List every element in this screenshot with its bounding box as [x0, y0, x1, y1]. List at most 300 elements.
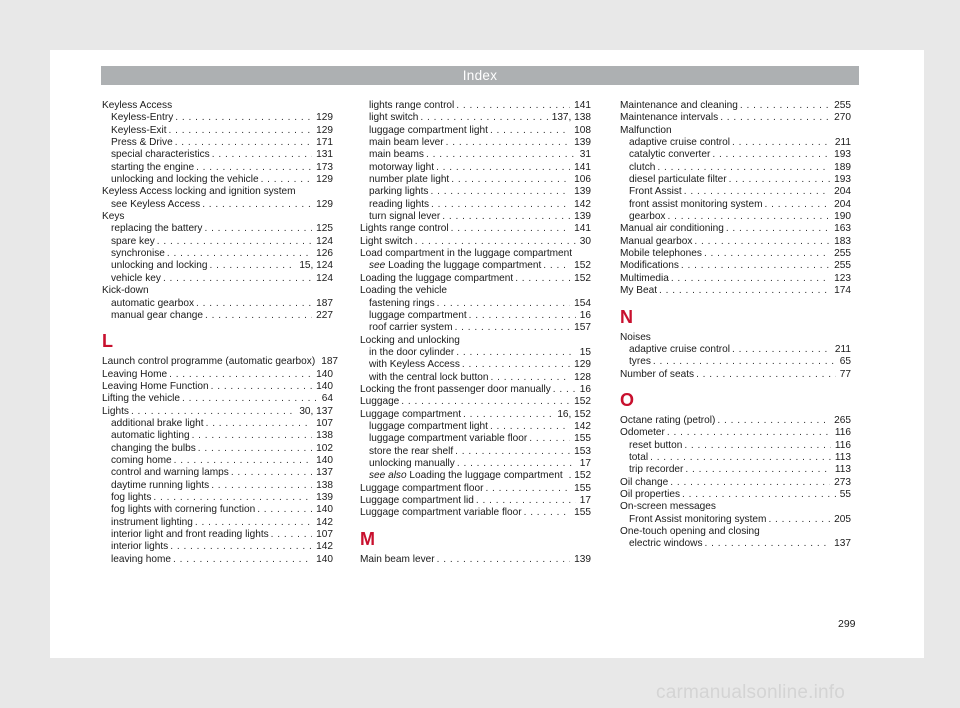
index-subentry	[102, 199, 333, 211]
entry-label	[620, 260, 681, 272]
entry-text: changing the bulbs	[111, 442, 196, 454]
entry-page-ref: 65	[839, 356, 851, 368]
entry-page-ref: 107	[316, 529, 333, 540]
entry-page-ref: 155	[574, 507, 591, 519]
index-subentry	[102, 162, 333, 174]
leader-dots	[765, 199, 831, 211]
entry-text: in the door cylinder	[369, 346, 455, 358]
entry-text: adaptive cruise control	[629, 343, 730, 355]
index-subentry	[102, 443, 333, 455]
entry-label	[369, 359, 462, 371]
leader-dots	[529, 433, 570, 445]
leader-dots	[257, 504, 312, 516]
entry-label	[360, 554, 437, 566]
leader-dots	[420, 112, 547, 124]
entry-label	[102, 406, 131, 418]
entry-text: front assist monitoring system	[629, 198, 763, 210]
index-heading: One-touch opening and closing	[620, 525, 760, 537]
index-subentry	[620, 186, 851, 198]
entry-label	[629, 356, 653, 368]
entry-text: main beams	[369, 149, 424, 161]
leader-dots	[684, 440, 831, 452]
index-entry	[360, 396, 591, 408]
leader-dots	[696, 369, 836, 381]
entry-page-ref: 187	[321, 356, 339, 368]
entry-label	[629, 149, 712, 161]
entry-text: coming home	[111, 454, 172, 466]
leader-dots	[463, 409, 553, 421]
index-entry	[102, 381, 333, 393]
entry-text: Mobile telephones	[620, 248, 702, 260]
entry-label	[369, 458, 457, 470]
leader-dots	[442, 211, 570, 223]
leader-dots	[431, 199, 570, 211]
entry-page-ref: 129	[316, 198, 333, 210]
index-entry	[620, 273, 851, 285]
entry-page-ref: 15	[579, 346, 591, 358]
entry-text: Modifications	[620, 260, 679, 272]
leader-dots	[694, 236, 830, 248]
entry-label	[360, 384, 553, 396]
entry-text: lights range control	[369, 100, 455, 111]
entry-page-ref: 141	[574, 223, 591, 235]
entry-page-ref: 137	[834, 538, 851, 550]
entry-text: motorway light	[369, 161, 435, 173]
leader-dots	[684, 186, 830, 198]
index-subentry	[620, 162, 851, 174]
section-letter: N	[620, 306, 633, 327]
leader-dots	[705, 538, 831, 550]
entry-text: turn signal lever	[369, 211, 441, 223]
entry-page-ref: 116	[834, 427, 851, 439]
entry-text: reading lights	[369, 198, 430, 210]
index-subentry	[360, 162, 591, 174]
entry-page-ref: 129	[316, 112, 333, 124]
index-entry	[620, 100, 851, 112]
entry-text: gearbox	[629, 211, 666, 223]
entry-label	[111, 162, 196, 174]
leader-dots	[175, 112, 312, 124]
index-entry	[620, 260, 851, 272]
index-subentry	[360, 421, 591, 433]
entry-text: Odometer	[620, 427, 665, 439]
entry-page-ref: 15, 124	[299, 260, 333, 272]
leader-dots	[401, 396, 570, 408]
entry-page-ref: 155	[574, 482, 591, 494]
leader-dots	[667, 427, 831, 439]
section-letter: O	[620, 389, 635, 410]
leader-dots	[653, 356, 836, 368]
leader-dots	[437, 554, 571, 566]
index-subentry	[102, 480, 333, 492]
entry-page-ref: 139	[574, 137, 591, 149]
entry-label	[111, 455, 174, 467]
index-subentry	[102, 125, 333, 137]
entry-page-ref: 55	[839, 488, 851, 500]
entry-label	[360, 396, 401, 408]
leader-dots	[174, 455, 313, 467]
entry-page-ref: 140	[316, 368, 333, 380]
index-subentry	[620, 199, 851, 211]
entry-label	[111, 554, 173, 566]
entry-page-ref: 123	[834, 272, 851, 284]
entry-text: Light switch	[360, 235, 413, 247]
leader-dots	[163, 273, 312, 285]
index-subentry	[360, 458, 591, 470]
entry-text: special characteristics	[111, 149, 210, 161]
index-subentry	[102, 149, 333, 161]
entry-label	[111, 492, 153, 504]
entry-label	[620, 273, 671, 285]
index-heading: Kick-down	[102, 285, 149, 297]
entry-text: Loading the luggage compartment	[409, 470, 563, 482]
entry-page-ref: 137, 138	[551, 112, 591, 124]
entry-label	[369, 446, 455, 458]
index-subentry	[620, 344, 851, 356]
entry-text: Manual air conditioning	[620, 223, 724, 235]
entry-label	[629, 538, 705, 550]
entry-page-ref: 129	[574, 359, 591, 371]
entry-text: additional brake light	[111, 417, 204, 429]
leader-dots	[681, 260, 830, 272]
entry-text: store the rear shelf	[369, 445, 454, 457]
entry-page-ref: 140	[316, 380, 333, 392]
entry-label	[111, 248, 167, 260]
entry-page-ref: 189	[834, 161, 851, 173]
index-subentry	[102, 541, 333, 553]
entry-page-ref: 137	[316, 467, 333, 479]
leader-dots	[717, 415, 830, 427]
entry-label	[111, 310, 205, 322]
entry-page-ref: 211	[834, 137, 851, 149]
index-heading: Noises	[620, 331, 651, 343]
entry-text: daytime running lights	[111, 479, 210, 491]
entry-label	[620, 223, 726, 235]
index-subentry	[620, 538, 851, 550]
leader-dots	[415, 236, 576, 248]
entry-text: Octane rating (petrol)	[620, 414, 716, 426]
entry-text: Luggage compartment floor	[360, 482, 484, 494]
index-subentry	[360, 359, 591, 371]
entry-label	[620, 427, 667, 439]
leader-dots	[175, 137, 312, 149]
index-entry	[620, 489, 851, 501]
index-subentry	[360, 322, 591, 334]
index-subentry	[620, 149, 851, 161]
entry-text: reset button	[629, 439, 683, 451]
entry-page-ref: 124	[316, 235, 333, 247]
entry-text: Front Assist	[629, 186, 682, 198]
entry-page-ref: 193	[834, 149, 851, 161]
entry-label	[102, 381, 211, 393]
entry-text: with Keyless Access	[369, 359, 460, 371]
index-subentry	[620, 464, 851, 476]
entry-page-ref: 255	[834, 248, 851, 260]
entry-text: electric windows	[629, 538, 703, 550]
entry-page-ref: 204	[834, 198, 851, 210]
leader-dots	[682, 489, 836, 501]
leader-dots	[206, 418, 313, 430]
leader-dots	[732, 344, 831, 356]
index-entry	[620, 248, 851, 260]
leader-dots	[437, 298, 571, 310]
index-subentry	[102, 430, 333, 442]
entry-page-ref: 152	[574, 260, 591, 272]
entry-page-ref: 205	[834, 513, 851, 525]
entry-label	[111, 149, 212, 161]
index-heading: Keyless Access	[102, 100, 173, 111]
index-subentry	[360, 298, 591, 310]
leader-dots	[196, 298, 312, 310]
entry-text: catalytic converter	[629, 149, 711, 161]
index-column-3	[620, 100, 851, 551]
entry-page-ref: 126	[316, 248, 333, 260]
index-subentry	[102, 223, 333, 235]
entry-text: Main beam lever	[360, 553, 435, 565]
leader-dots	[524, 507, 571, 519]
leader-dots	[211, 480, 312, 492]
leader-dots	[446, 137, 571, 149]
leader-dots	[204, 223, 312, 235]
entry-label	[369, 199, 431, 211]
entry-label	[360, 483, 485, 495]
leader-dots	[212, 149, 312, 161]
entry-text: Lights	[102, 405, 129, 417]
leader-dots	[490, 125, 570, 137]
index-subentry	[620, 174, 851, 186]
entry-label	[629, 199, 765, 211]
index-subentry	[620, 137, 851, 149]
entry-page-ref: 153	[574, 445, 591, 457]
entry-label	[111, 112, 175, 124]
entry-label	[111, 236, 157, 248]
entry-label	[111, 223, 204, 235]
entry-label	[629, 344, 732, 356]
index-heading: Keys	[102, 211, 125, 223]
entry-label	[111, 504, 257, 516]
entry-text: Front Assist monitoring system	[629, 513, 767, 525]
leader-dots	[476, 495, 576, 507]
entry-text: Launch control programme (automatic gearbox)	[102, 356, 316, 368]
index-subentry	[360, 100, 591, 112]
entry-page-ref: 152	[574, 396, 591, 408]
leader-dots	[491, 372, 571, 384]
index-subentry	[102, 137, 333, 149]
leader-dots	[455, 322, 571, 334]
entry-page-ref: 129	[316, 174, 333, 186]
entry-page-ref: 17	[579, 495, 591, 506]
index-subentry	[620, 514, 851, 526]
entry-text: Lifting the vehicle	[102, 393, 180, 405]
leader-dots	[173, 554, 312, 566]
index-subentry	[102, 273, 333, 285]
entry-text: control and warning lamps	[111, 467, 229, 479]
index-subentry	[360, 347, 591, 359]
entry-label	[111, 517, 195, 529]
entry-page-ref: 174	[834, 285, 851, 297]
entry-label	[360, 507, 524, 519]
entry-text: Number of seats	[620, 368, 695, 380]
section-letter: M	[360, 528, 375, 549]
entry-text: trip recorder	[629, 464, 684, 476]
entry-page-ref: 113	[834, 464, 851, 476]
entry-page-ref: 139	[574, 186, 591, 198]
leader-dots	[729, 174, 831, 186]
entry-label	[620, 236, 694, 248]
index-entry	[360, 236, 591, 248]
index-column-1	[102, 100, 339, 566]
entry-label	[369, 174, 451, 186]
index-heading: Locking and unlocking	[360, 334, 460, 346]
entry-label	[369, 347, 456, 359]
entry-page-ref: 273	[834, 476, 851, 488]
index-entry	[360, 409, 591, 421]
index-subentry	[102, 529, 333, 541]
entry-text: fog lights	[111, 491, 152, 503]
index-entry	[102, 406, 333, 418]
index-subentry	[102, 112, 333, 124]
see-reference: see also	[369, 470, 407, 482]
leader-dots	[455, 446, 570, 458]
leader-dots	[451, 174, 570, 186]
entry-label	[369, 310, 469, 322]
entry-page-ref: 77	[839, 368, 851, 380]
entry-text: synchronise	[111, 248, 165, 260]
leader-dots	[712, 149, 830, 161]
entry-label	[111, 480, 211, 492]
entry-label	[620, 100, 740, 112]
index-entry	[620, 223, 851, 235]
page-number: 299	[838, 618, 856, 630]
entry-page-ref: 138	[316, 479, 333, 491]
entry-label	[629, 162, 657, 174]
entry-page-ref: . 152	[568, 470, 592, 482]
leader-dots	[170, 541, 312, 553]
index-subentry	[102, 248, 333, 260]
leader-dots	[430, 186, 570, 198]
entry-page-ref: 155	[574, 433, 591, 445]
leader-dots	[456, 100, 570, 112]
entry-text: automatic gearbox	[111, 297, 195, 309]
index-entry	[620, 427, 851, 439]
entry-text: Maintenance and cleaning	[620, 100, 738, 111]
entry-page-ref: 116	[834, 439, 851, 451]
entry-label	[102, 393, 182, 405]
section-letter: L	[102, 331, 113, 352]
leader-dots	[650, 452, 831, 464]
leader-dots	[436, 162, 570, 174]
entry-text: automatic lighting	[111, 430, 190, 442]
entry-page-ref: 142	[316, 516, 333, 528]
index-entry	[620, 477, 851, 489]
entry-text: luggage compartment	[369, 309, 467, 321]
index-subentry	[360, 112, 591, 124]
entry-page-ref: 31	[579, 149, 591, 161]
entry-text: luggage compartment light	[369, 420, 488, 432]
entry-label	[111, 418, 206, 430]
entry-page-ref: 128	[574, 371, 591, 383]
entry-text: starting the engine	[111, 161, 195, 173]
entry-text: Leaving Home Function	[102, 380, 209, 392]
entry-page-ref: 142	[316, 541, 333, 553]
entry-page-ref: 157	[574, 322, 591, 334]
entry-page-ref: 141	[574, 161, 591, 173]
leader-dots	[169, 125, 313, 137]
entry-label	[360, 409, 463, 421]
entry-text: Luggage compartment	[360, 408, 462, 420]
leader-dots	[732, 137, 831, 149]
index-subentry	[360, 372, 591, 384]
entry-page-ref: 129	[316, 124, 333, 136]
index-subentry	[360, 199, 591, 211]
leader-dots	[196, 162, 312, 174]
entry-text: total	[629, 451, 649, 463]
index-subentry	[620, 211, 851, 223]
index-subentry	[620, 356, 851, 368]
entry-page-ref: 255	[834, 260, 851, 272]
entry-label	[620, 489, 682, 501]
entry-label	[629, 452, 650, 464]
entry-label	[369, 112, 420, 124]
entry-text: vehicle key	[111, 272, 161, 284]
entry-page-ref: 131	[316, 149, 333, 161]
entry-page-ref: 140	[316, 454, 333, 466]
index-subentry	[360, 260, 591, 272]
entry-page-ref: 124	[316, 272, 333, 284]
entry-text: luggage compartment light	[369, 124, 488, 136]
entry-text: Locking the front passenger door manually	[360, 383, 551, 395]
entry-page-ref: 16, 152	[557, 408, 591, 420]
index-entry	[360, 495, 591, 507]
index-entry	[102, 393, 333, 405]
entry-label	[620, 248, 704, 260]
leader-dots	[153, 492, 312, 504]
entry-text: Manual gearbox	[620, 235, 693, 247]
entry-text: Keyless-Entry	[111, 112, 174, 124]
leader-dots	[657, 162, 830, 174]
entry-text: unlocking and locking the vehicle	[111, 174, 259, 186]
leader-dots	[720, 112, 830, 124]
leader-dots	[671, 273, 830, 285]
entry-page-ref: 139	[316, 491, 333, 503]
index-entry	[360, 507, 591, 519]
entry-page-ref: 142	[574, 198, 591, 210]
entry-text: leaving home	[111, 553, 172, 565]
entry-label	[629, 514, 768, 526]
leader-dots	[704, 248, 830, 260]
index-subentry	[102, 260, 333, 272]
entry-label	[629, 174, 729, 186]
leader-dots	[553, 384, 576, 396]
entry-page-ref: 17	[579, 457, 591, 469]
entry-page-ref: 187	[316, 297, 333, 309]
leader-dots	[457, 458, 576, 470]
see-reference: see	[369, 260, 386, 272]
leader-dots	[195, 517, 312, 529]
index-heading: Load compartment in the luggage compartment	[360, 248, 573, 260]
index-heading: On-screen messages	[620, 501, 716, 513]
index-subentry	[102, 467, 333, 479]
leader-dots	[198, 443, 312, 455]
entry-label	[111, 529, 271, 541]
entry-page-ref: 140	[316, 553, 333, 565]
entry-text: My Beat	[620, 285, 658, 297]
entry-page-ref: 204	[834, 186, 851, 198]
index-subentry	[360, 137, 591, 149]
leader-dots	[685, 464, 830, 476]
entry-text: Loading the luggage compartment	[360, 272, 514, 284]
page-title: Index	[462, 68, 498, 83]
